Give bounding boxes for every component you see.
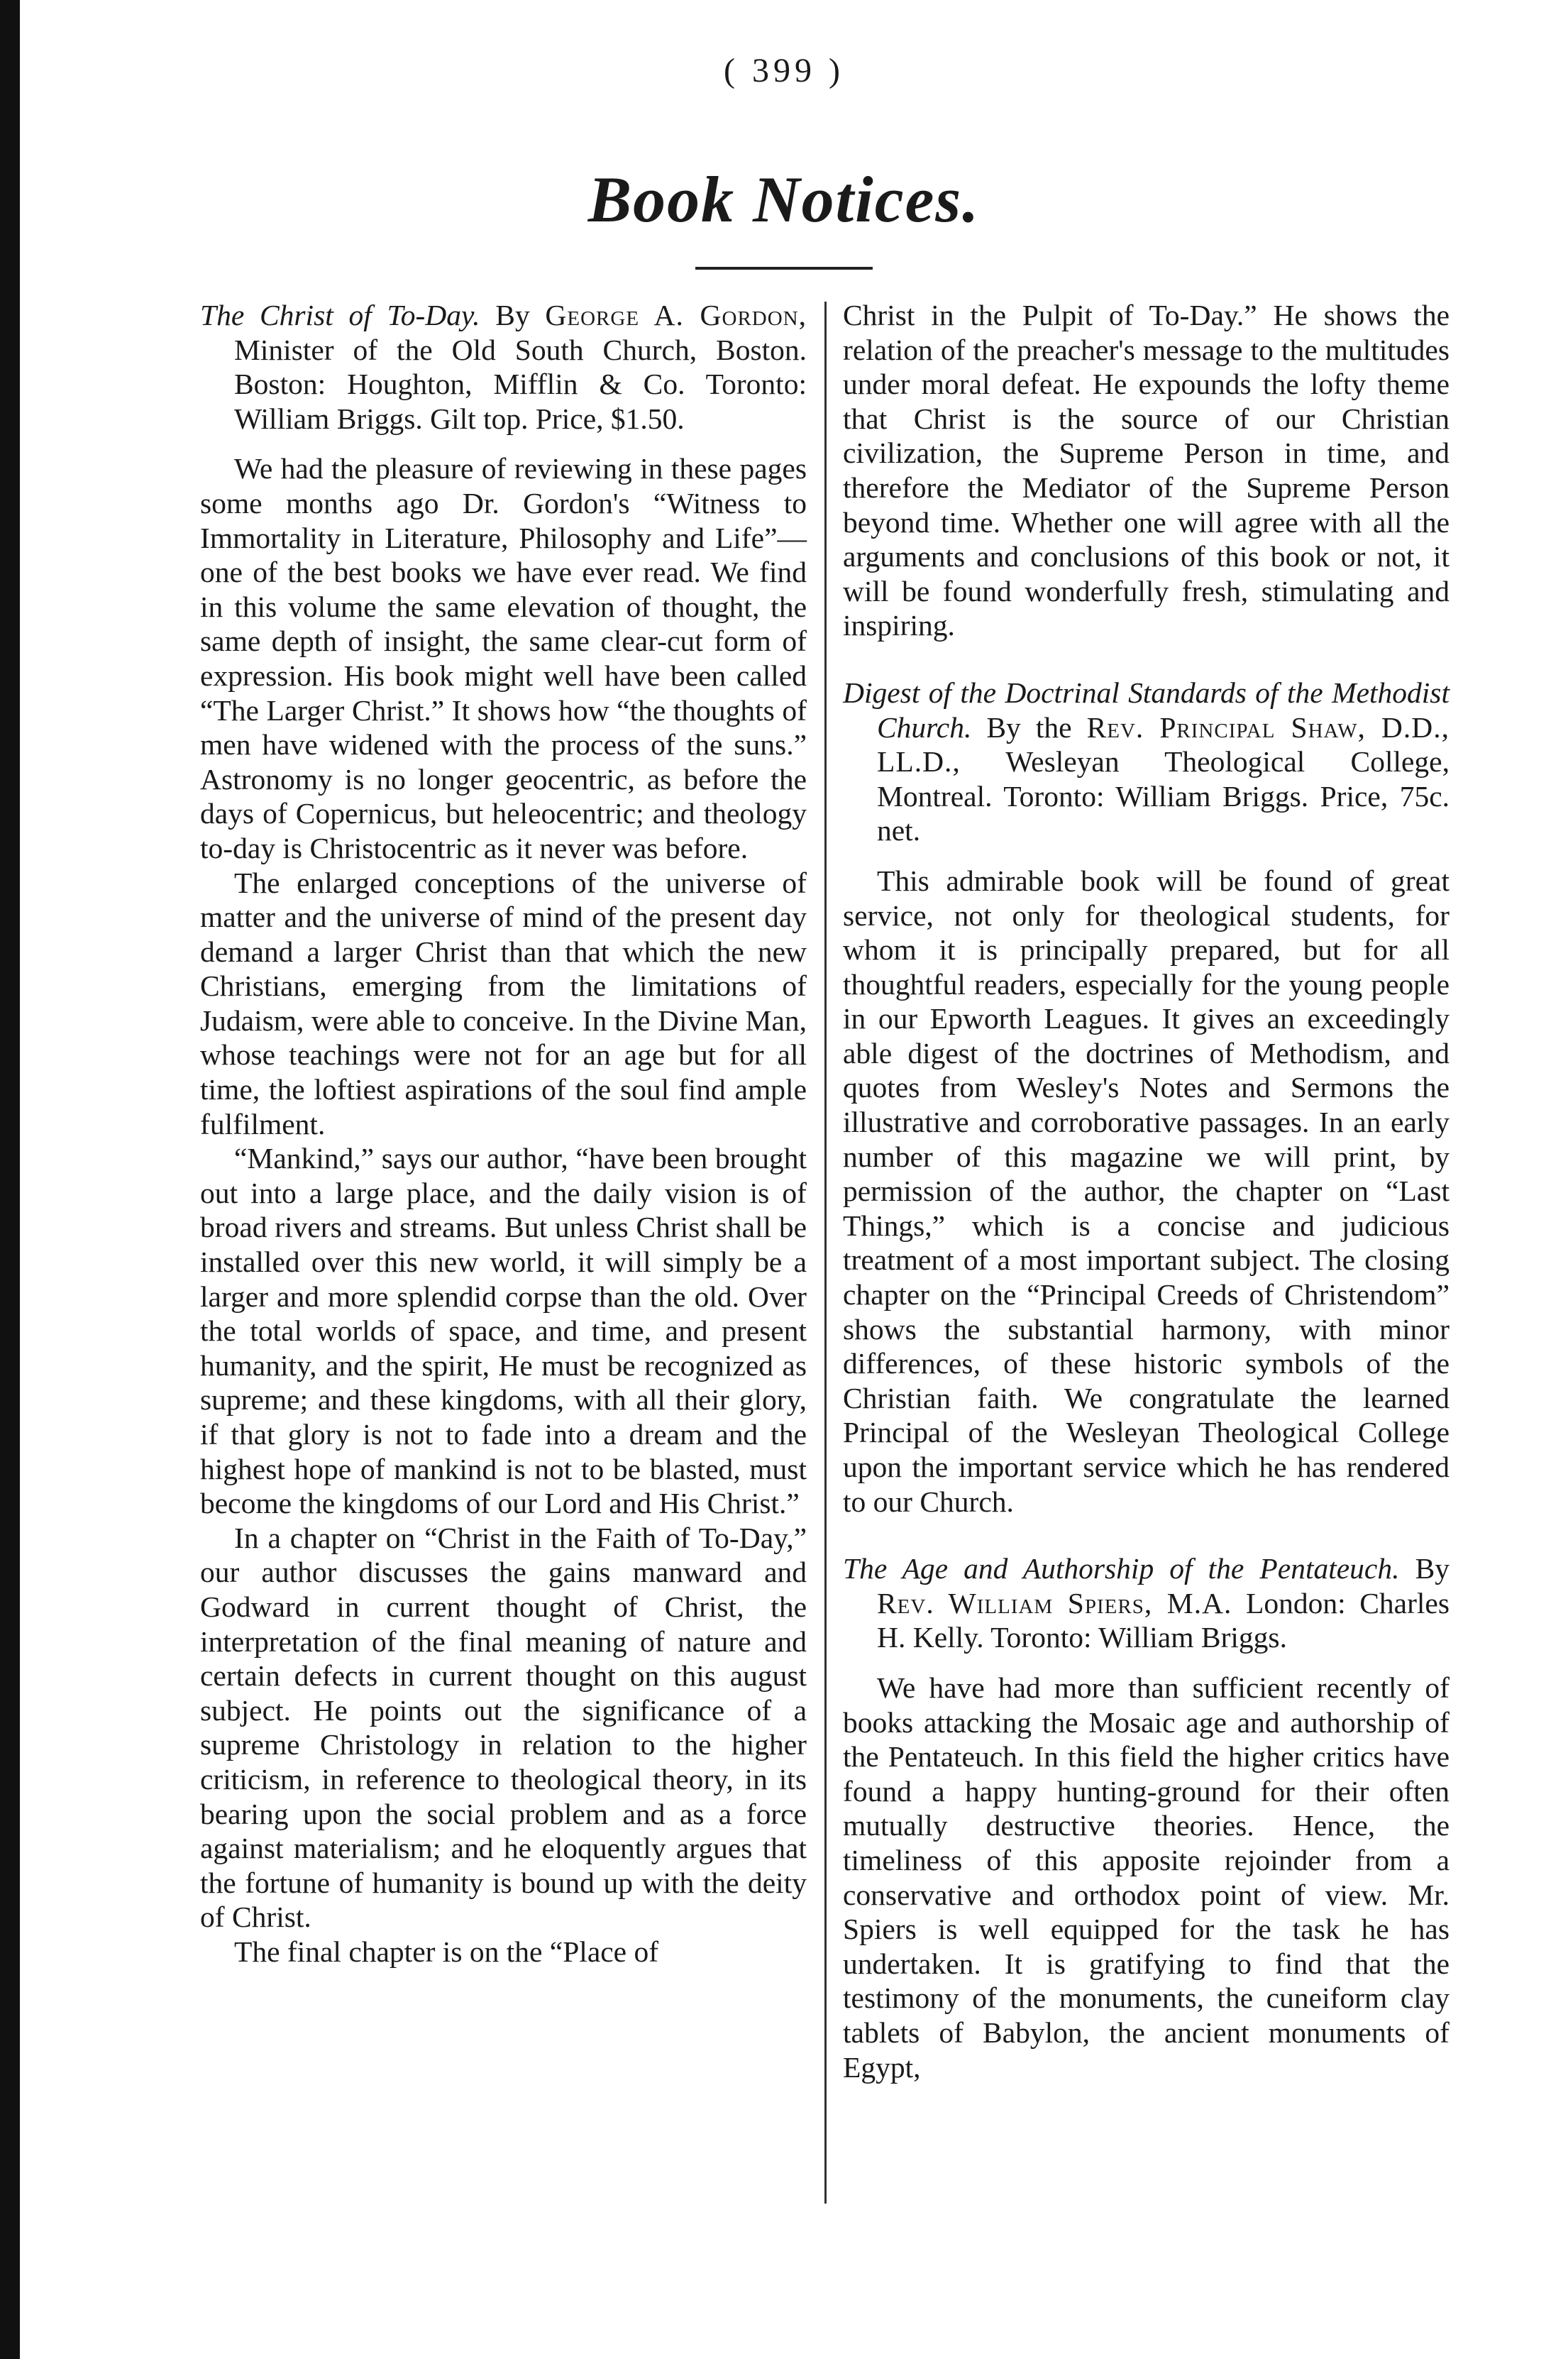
- notice-heading-christ-of-today: [200, 298, 807, 436]
- notice-heading-digest: [843, 676, 1450, 848]
- publication-details: London: Charles H. Kelly. Toronto: William Briggs.: [877, 1586, 1450, 1654]
- author-prefix: By the: [986, 710, 1072, 744]
- paragraph: We have had more than sufficient recently of books attacking the Mosaic age and authorship of the Pentateuch. In this field the higher critics have found a happy hunting-ground for their often mutually destructive theories. Hence, the timeliness of this apposite rejoinder from a conservative and orthodox point of view. Mr. Spiers is well equipped for the task he has undertaken. It is gratifying to find that the testimony of the monuments, the cuneiform clay tablets of Babylon, the ancient monuments of Egypt,: [843, 1671, 1450, 2084]
- page-title: Book Notices.: [587, 163, 981, 236]
- title-divider: [695, 267, 873, 270]
- paragraph: We had the pleasure of reviewing in these pages some months ago Dr. Gordon's “Witness to Immortality in Literature, Philosophy and Life”—one of the best books we have ever read. We find in this volume the same elevation of thought, the same depth of insight, the same clear-cut form of expression. His book might well have been called “The Larger Christ.” It shows how “the thoughts of men have widened with the process of the suns.” Astronomy is no longer geocentric, as before the days of Copernicus, but heleocentric; and theology to-day is Christocentric as it never was before.: [200, 452, 807, 864]
- right-column: [843, 298, 1450, 2117]
- paragraph: “Mankind,” says our author, “have been brought out into a large place, and the daily vision is of broad rivers and streams. But unless Christ shall be installed over this new world, it will simply be a larger and more splendid corpse than the old. Over the total worlds of space, and time, and present humanity, and the spirit, He must be recognized as supreme; and these kingdoms, with all their glory, if that glory is not to fade into a dream and the highest hope of mankind is not to be blasted, must become the kingdoms of our Lord and His Christ.”: [200, 1142, 807, 1520]
- author-name: Rev. William Spiers, M.A.: [877, 1586, 1232, 1620]
- notice-body: [843, 864, 1450, 1519]
- publication-details: Minister of the Old South Church, Boston. Boston: Houghton, Mifflin & Co. Toronto: William Briggs. Gilt top. Price, $1.50.: [234, 333, 807, 435]
- paragraph: The final chapter is on the “Place of: [234, 1935, 659, 1968]
- notice-body: [843, 1671, 1450, 2084]
- paragraph: The enlarged conceptions of the universe of matter and the universe of mind of the present day demand a larger Christ than that which the new Christians, emerging from the limitations of Judaism, were able to conceive. In the Divine Man, whose teachings were not for an age but for all time, the loftiest aspirations of the soul find ample fulfilment.: [200, 866, 807, 1140]
- page-edge-rule: [0, 0, 20, 2359]
- column-divider: [824, 302, 827, 2204]
- paragraph: This admirable book will be found of great service, not only for theological students, for whom it is principally prepared, but for all thoughtful readers, especially for the young people in our Epworth Leagues. It gives an exceedingly able digest of the doctrines of Methodism, and quotes from Wesley's Notes and Sermons the illustrative and corroborative passages. In an early number of this magazine we will print, by permission of the author, the chapter on “Last Things,” which is a concise and judicious treatment of a most important subject. The closing chapter on the “Principal Creeds of Christendom” shows the substantial harmony, with minor differences, of these historic symbols of the Christian faith. We congratulate the learned Principal of the Wesleyan Theological College upon the important service which he has rendered to our Church.: [843, 864, 1450, 1518]
- author-name: George A. Gordon,: [545, 299, 807, 331]
- left-column: [200, 298, 807, 2002]
- publication-details: Wesleyan Theological College, Montreal. Toronto: William Briggs. Price, 75c. net.: [877, 745, 1450, 847]
- page-number: ( 399 ): [724, 52, 844, 89]
- notice-heading-pentateuch: [843, 1551, 1450, 1655]
- paragraph: In a chapter on “Christ in the Faith of To-Day,” our author discusses the gains manward and Godward in current thought of Christ, the interpretation of the final meaning of nature and certain defects in current thought on this august subject. He points out the significance of a supreme Christology in relation to the higher criticism, in reference to theological theory, in its bearing upon the social problem and as a force against materialism; and he eloquently argues that the fortune of humanity is bound up with the deity of Christ.: [200, 1521, 807, 1934]
- notice-title: The Age and Authorship of the Pentateuch.: [843, 1552, 1400, 1585]
- notice-title: Digest of the Doctrinal Standards of the Methodist Church.: [843, 676, 1450, 744]
- author-prefix: By: [495, 299, 530, 331]
- author-prefix: By: [1415, 1552, 1450, 1585]
- author-name: Rev. Principal Shaw, D.D., LL.D.,: [877, 710, 1450, 779]
- paragraph: Christ in the Pulpit of To-Day.” He shows the relation of the preacher's message to the multitudes under moral defeat. He expounds the lofty theme that Christ is the source of our Christian civilization, the Supreme Person in time, and therefore the Mediator of the Supreme Person beyond time. Whether one will agree with all the arguments and conclusions of this book or not, it will be found wonderfully fresh, stimulating and inspiring.: [843, 299, 1450, 642]
- notice-body-continued: [843, 298, 1450, 643]
- notice-body: [200, 451, 807, 1969]
- notice-title: The Christ of To-Day.: [200, 299, 480, 331]
